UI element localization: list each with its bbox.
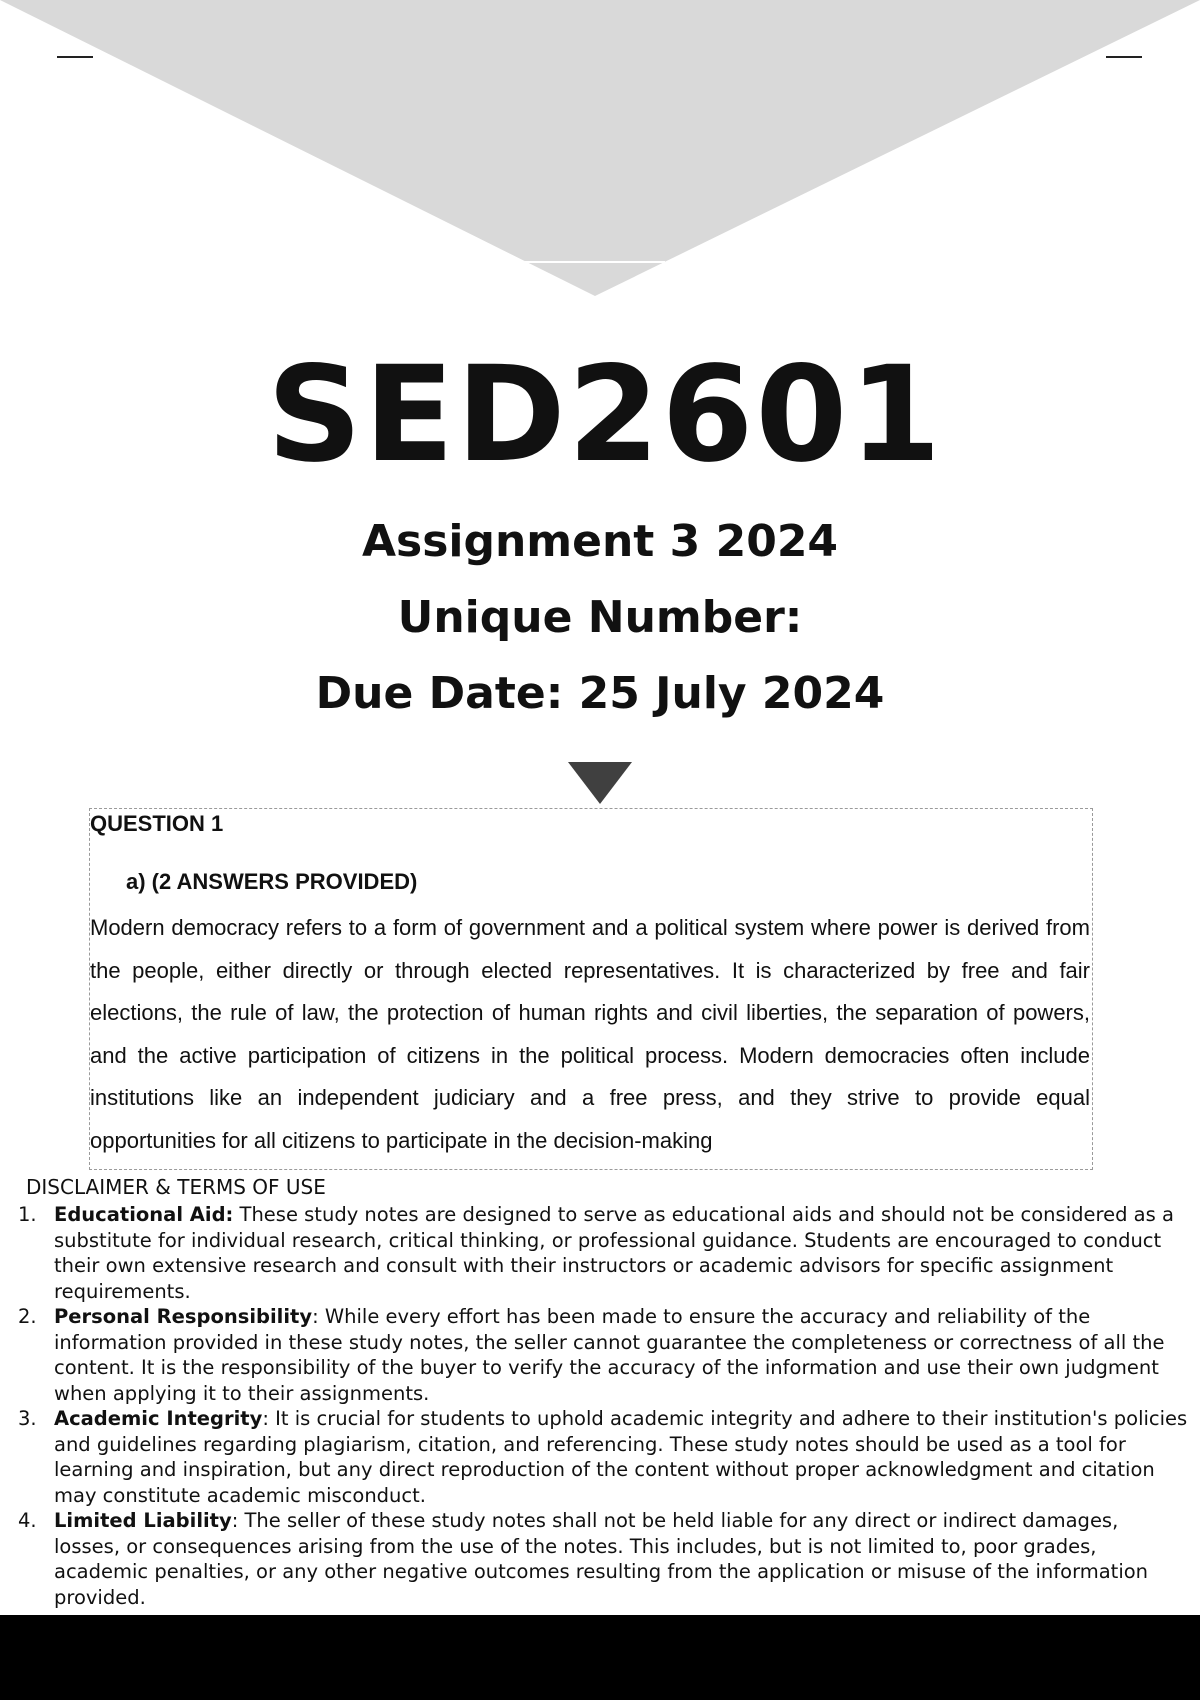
disclaimer-section <box>18 1174 1188 1610</box>
disclaimer-item-number: 1. <box>18 1203 37 1226</box>
question-preview-box <box>89 808 1093 1170</box>
disclaimer-item <box>18 1202 1188 1304</box>
footer-bar <box>0 1615 1200 1700</box>
header-chevron-banner <box>0 0 1200 300</box>
disclaimer-item-number: 2. <box>18 1305 37 1328</box>
disclaimer-item-term: Limited Liability <box>54 1509 232 1532</box>
disclaimer-item-body <box>54 1304 1188 1406</box>
disclaimer-item-text: : While every effort has been made to ensure the accuracy and reliability of the information provided in these study notes, the seller cannot guarantee the completeness or correctness of all the content. It is the responsibility of the buyer to verify the accuracy of the information and use their own judgment when applying it to their assignments. <box>54 1305 1165 1405</box>
disclaimer-item-text: : It is crucial for students to uphold academic integrity and adhere to their institution's policies and guidelines regarding plagiarism, citation, and referencing. These study notes should be used as a tool for learning and inspiration, but any direct reproduction of the content without proper acknowledgment and citation may constitute academic misconduct. <box>54 1407 1188 1507</box>
down-triangle-icon <box>568 762 632 804</box>
disclaimer-item-text: These study notes are designed to serve as educational aids and should not be considered as a substitute for individual research, critical thinking, or professional guidance. Students are encouraged to conduct their own extensive research and consult with their instructors or academic advisors for specific assignment requirements. <box>54 1203 1174 1303</box>
corner-mark-right <box>1106 56 1142 58</box>
disclaimer-item-term: Personal Responsibility <box>54 1305 313 1328</box>
disclaimer-item-body <box>54 1406 1188 1508</box>
disclaimer-item-term: Educational Aid: <box>54 1203 234 1226</box>
cover-title-block <box>0 340 1200 732</box>
corner-mark-left <box>57 56 93 58</box>
disclaimer-item-number: 3. <box>18 1407 37 1430</box>
assignment-title: Assignment 3 2024 <box>361 516 839 567</box>
disclaimer-title: DISCLAIMER & TERMS OF USE <box>26 1175 326 1199</box>
question-answer-text: Modern democracy refers to a form of government and a political system where power is derived from the people, either directly or through elected representatives. It is characterized by free and fair elections, the rule of law, the protection of human rights and civil liberties, the separation of powers, and the active participation of citizens in the political process. Modern democracies often include institutions like an independent judiciary and a free press, and they strive to provide equal opportunities for all citizens to participate in the decision-making <box>90 915 1090 1153</box>
disclaimer-item-body <box>54 1202 1188 1304</box>
due-date: Due Date: 25 July 2024 <box>315 668 885 719</box>
disclaimer-item-text: : The seller of these study notes shall not be held liable for any direct or indirect damages, losses, or consequences arising from the use of the notes. This includes, but is not limited to, poor grades, academic penalties, or any other negative outcomes resulting from the application or misuse of the information provided. <box>54 1509 1149 1609</box>
disclaimer-item-number: 4. <box>18 1509 37 1532</box>
disclaimer-item-term: Academic Integrity <box>54 1407 263 1430</box>
question-subpart: a) (2 ANSWERS PROVIDED) <box>126 869 418 894</box>
disclaimer-item <box>18 1304 1188 1406</box>
disclaimer-item <box>18 1406 1188 1508</box>
disclaimer-item-body <box>54 1508 1188 1610</box>
disclaimer-list <box>18 1202 1188 1610</box>
question-title: QUESTION 1 <box>90 811 224 836</box>
unique-number-label: Unique Number: <box>397 592 803 643</box>
disclaimer-item <box>18 1508 1188 1610</box>
course-code: SED2601 <box>266 338 944 492</box>
